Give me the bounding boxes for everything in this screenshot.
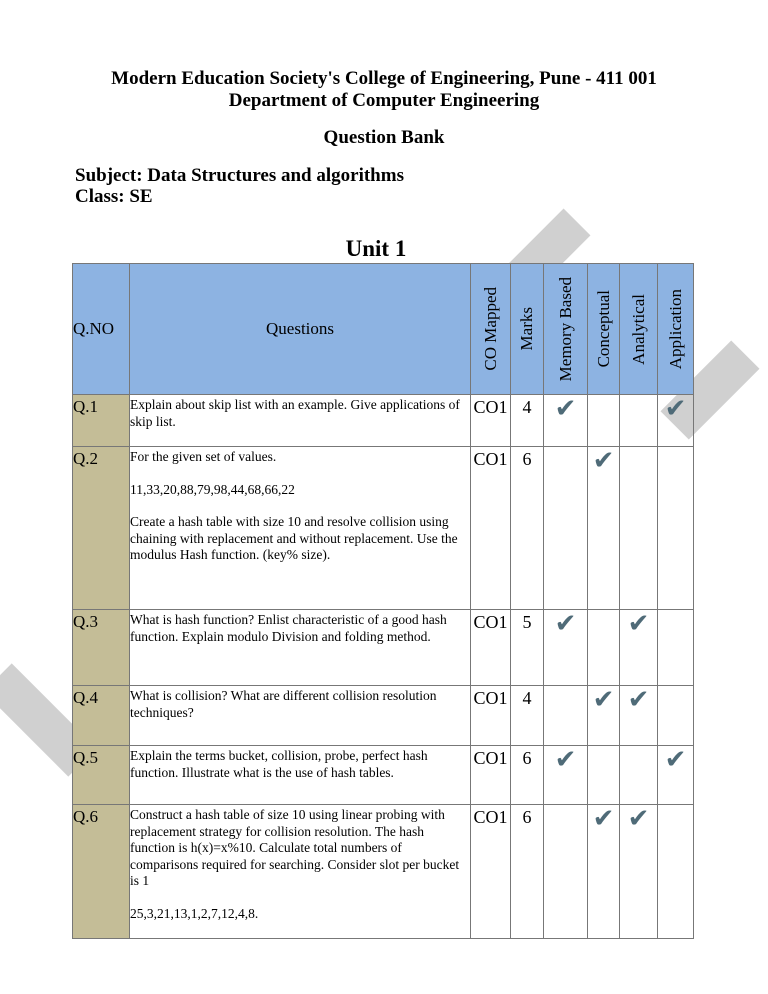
col-memory [544,264,588,395]
category-cell [544,686,588,746]
question-paragraph: Explain about skip list with an example. Give applications of skip list. [130,397,460,429]
question-paragraph: For the given set of values. [130,449,277,464]
check-icon: ✔ [664,745,687,775]
question-number: Q.6 [73,805,130,939]
marks: 6 [511,805,544,939]
question-number: Q.5 [73,746,130,805]
col-conceptual [588,264,620,395]
check-icon: ✔ [592,804,615,834]
category-cell [658,610,694,686]
marks: 4 [511,686,544,746]
check-icon: ✔ [627,609,650,639]
question-paragraph: 11,33,20,88,79,98,44,68,66,22 [130,481,295,497]
co-mapped: CO1 [471,610,511,686]
category-cell [544,805,588,939]
col-marks-label: Marks [517,307,536,351]
category-cell [658,746,694,805]
question-number: Q.2 [73,447,130,610]
question-paragraph: Construct a hash table of size 10 using linear probing with replacement strategy for collision resolution. The hash function is h(x)=x%10. Calculate total numbers of comparisons required for searching. Consider slot per bucket is 1 [130,807,460,888]
category-cell [658,447,694,610]
col-co [471,264,511,395]
department-name: Department of Computer Engineering [228,90,540,111]
question-text [130,746,471,805]
institution-name: Modern Education Society's College of Engineering, Pune - 411 001 [111,68,657,89]
col-application [658,264,694,395]
category-cell [544,610,588,686]
marks: 6 [511,447,544,610]
check-icon: ✔ [554,609,577,639]
category-cell [658,805,694,939]
check-icon: ✔ [627,685,650,715]
category-cell [658,395,694,447]
col-analytical-label: Analytical [628,293,648,365]
category-cell [588,395,620,447]
category-cell [620,686,658,746]
category-cell [620,395,658,447]
check-icon: ✔ [592,446,615,476]
question-paragraph: Create a hash table with size 10 and resolve collision using chaining with replacement and without replacement. Use the modulus Hash function. (key% size). [130,514,458,562]
category-cell [620,746,658,805]
category-cell [588,610,620,686]
col-questions: Questions [130,264,471,395]
question-paragraph: What is collision? What are different collision resolution techniques? [130,688,437,720]
table-row [73,610,694,686]
category-cell [620,610,658,686]
marks: 6 [511,746,544,805]
question-text [130,805,471,939]
class-label: Class: SE [75,186,153,207]
col-application-label: Application [665,288,685,370]
question-table [72,263,694,939]
category-cell [588,447,620,610]
table-row [73,395,694,447]
category-cell [658,686,694,746]
marks: 4 [511,395,544,447]
question-text [130,610,471,686]
col-memory-label: Memory Based [555,276,575,382]
table-row [73,746,694,805]
co-mapped: CO1 [471,686,511,746]
question-paragraph: 25,3,21,13,1,2,7,12,4,8. [130,905,259,921]
question-paragraph: What is hash function? Enlist characteristic of a good hash function. Explain modulo Division and folding method. [130,612,447,644]
category-cell [588,746,620,805]
col-co-label: CO Mapped [480,287,500,371]
question-number: Q.1 [73,395,130,447]
category-cell [588,686,620,746]
category-cell [544,395,588,447]
check-icon: ✔ [554,394,577,424]
co-mapped: CO1 [471,746,511,805]
col-conceptual-label: Conceptual [593,290,613,368]
check-icon: ✔ [664,394,687,424]
col-marks [511,264,544,395]
marks: 5 [511,610,544,686]
question-number: Q.4 [73,686,130,746]
category-cell [544,447,588,610]
check-icon: ✔ [554,745,577,775]
check-icon: ✔ [592,685,615,715]
table-row [73,686,694,746]
col-analytical [620,264,658,395]
co-mapped: CO1 [471,395,511,447]
table-row [73,447,694,610]
table-header-row [73,264,694,395]
question-number: Q.3 [73,610,130,686]
check-icon: ✔ [627,804,650,834]
col-qno: Q.NO [73,264,130,395]
table-row [73,805,694,939]
question-text [130,447,471,610]
question-text [130,395,471,447]
unit-heading: Unit 1 [345,236,407,261]
question-text [130,686,471,746]
category-cell [620,447,658,610]
document-title: Question Bank [323,127,445,148]
category-cell [544,746,588,805]
subject-label: Subject: Data Structures and algorithms [75,165,404,186]
co-mapped: CO1 [471,447,511,610]
category-cell [620,805,658,939]
co-mapped: CO1 [471,805,511,939]
question-paragraph: Explain the terms bucket, collision, probe, perfect hash function. Illustrate what is the use of hash tables. [130,748,428,780]
category-cell [588,805,620,939]
